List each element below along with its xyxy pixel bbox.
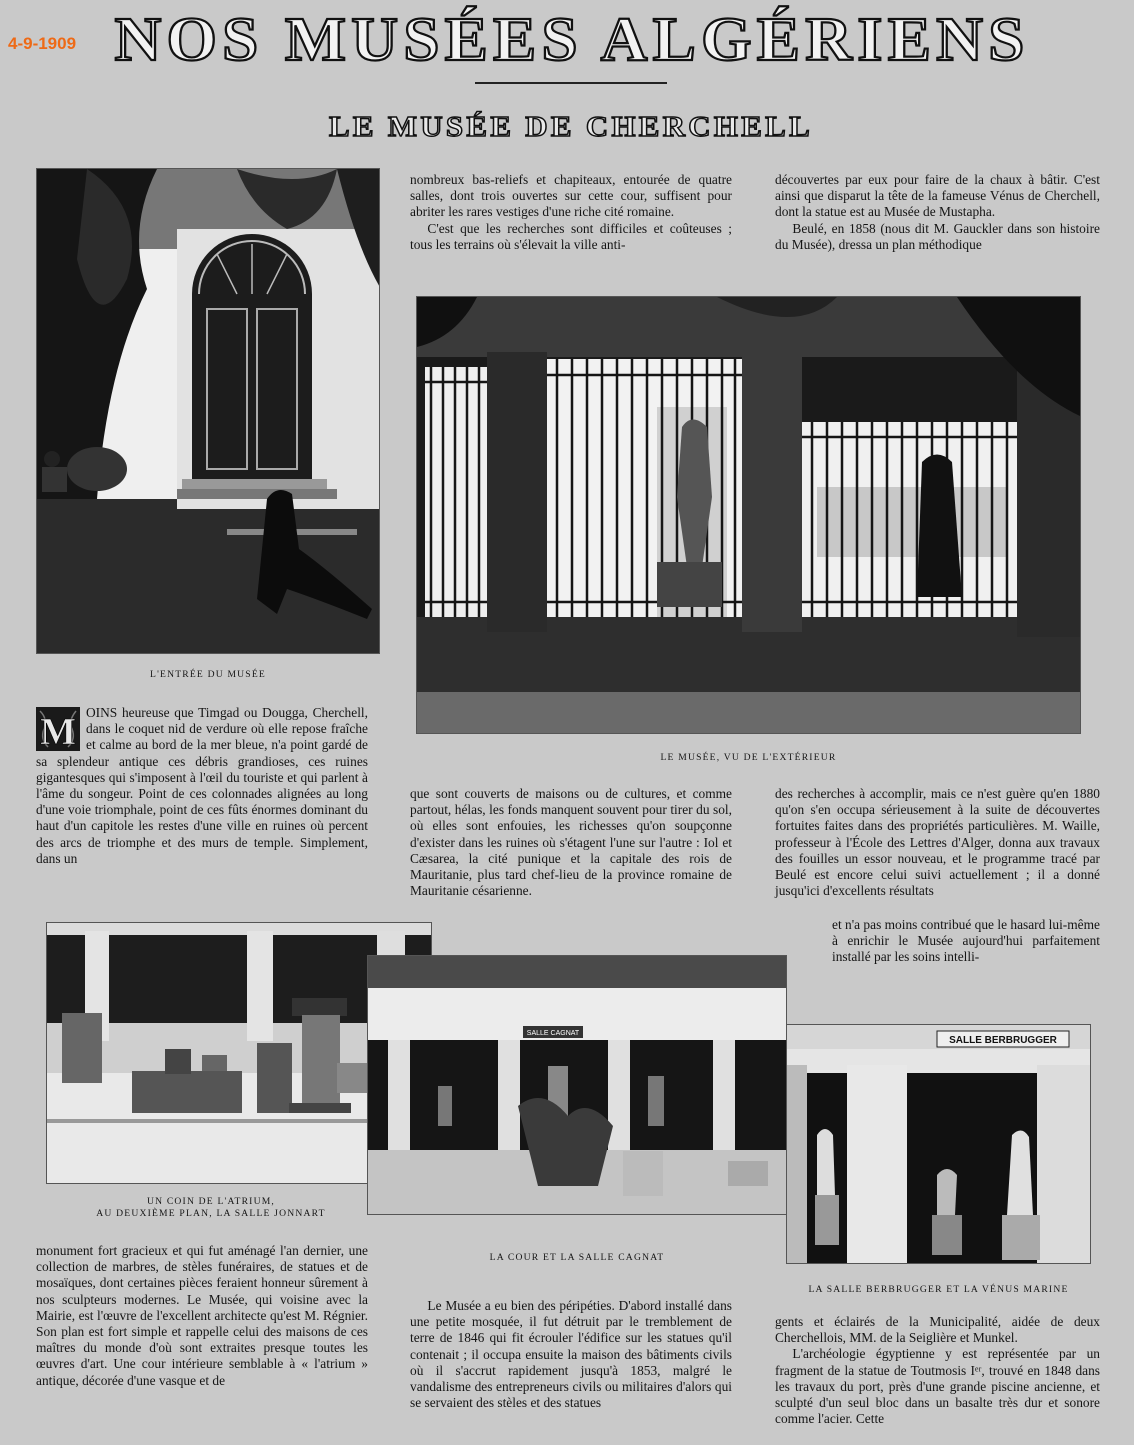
caption-atrium-line-1: UN COIN DE L'ATRIUM, (146, 1196, 276, 1207)
opening-paragraph: OINS heureuse que Timgad ou Dougga, Cherchell, dans le coquet nid de verdure où elle repose fraîche et calme au bord de la mer bleue, n'a point gardé de sa splendeur antique ces débris grandioses, ces ruines gigantesques qui s'imposent à l'œil du touriste et qui parlent à l'âme du songeur. Point de ces colonnades alignées au long d'une voie triomphale, point de ces fûts énormes dominant du haut d'un capitole les restes d'une ville en ruines où percent des arcs de triomphe et des murs de temple. Simplement, dans un (36, 705, 368, 866)
photo-musee-exterieur (416, 296, 1081, 734)
photo-entree-du-musee (36, 168, 380, 654)
paragraph: Beulé, en 1858 (nous dit M. Gauckler dans son histoire du Musée), dressa un plan méthodique (775, 220, 1100, 252)
subtitle-text: LE MUSÉE DE CHERCHELL (329, 112, 813, 143)
svg-text:M: M (40, 711, 76, 751)
paragraph: des recherches à accomplir, mais ce n'est guère qu'en 1880 qu'on s'en occupa sérieusement à la suite de découvertes fortuites faites dans des propriétés particulières. M. Waille, professeur à l'École des Lettres d'Alger, donna aux travaux des fouilles un essor nouveau, et le programme tracé par Beulé est encore celui suivi actuellement ; il a donné jusqu'ici d'excellents résultats (775, 786, 1100, 899)
column-middle-right-narrow (832, 917, 1100, 966)
photo-cour-cagnat (367, 955, 787, 1215)
caption-berbrugger: LA SALLE BERBRUGGER ET LA VÉNUS MARINE (808, 1284, 1069, 1295)
caption-cour: LA COUR ET LA SALLE CAGNAT (489, 1252, 665, 1263)
caption-atrium (46, 1196, 376, 1220)
paragraph: que sont couverts de maisons ou de cultures, et comme partout, hélas, les fonds manquent souvent pour tirer du sol, où elles sont enfouies, les richesses qu'on soupçonne d'exister dans les ruines où s'étagent l'une sur l'autre : Iol et Cæsarea, la cité punique et la capitale des rois de Mauritanie, plus tard chef-lieu de la province romaine de Mauritanie césarienne. (410, 786, 732, 899)
paragraph: nombreux bas-reliefs et chapiteaux, entourée de quatre salles, dont trois ouvertes sur cette cour, suffisent pour abriter les rares vestiges d'une riche cité romaine. (410, 172, 732, 220)
caption-atrium-line-2: AU DEUXIÈME PLAN, LA SALLE JONNART (96, 1208, 326, 1219)
caption-entree: L'ENTRÉE DU MUSÉE (150, 669, 266, 680)
column-opening (36, 705, 368, 867)
paragraph: L'archéologie égyptienne y est représentée par un fragment de la statue de Toutmosis Iᵉʳ, trouvé en 1848 dans les travaux du port, près d'une grande piscine ancienne, et sculpté d'un seul bloc dans un basalte très dur et sonore comme l'acier. Cette (775, 1346, 1100, 1427)
photo-salle-berbrugger (786, 1024, 1091, 1264)
column-top-middle (410, 172, 732, 253)
caption-exterieur: LE MUSÉE, VU DE L'EXTÉRIEUR (660, 752, 837, 763)
column-bottom-left (36, 1243, 368, 1389)
main-title (110, 4, 1034, 70)
paragraph: Le Musée a eu bien des péripéties. D'abord installé dans une petite mosquée, il fut détruit par le tremblement de terre de 1846 qui fit écrouler l'édifice sur les statues qu'il contenait ; il occupa ensuite la maison des bâtiments civils où il s'accrut rapidement jusqu'à 1853, malgré le vandalisme des entrepreneurs civils ou militaires d'alors qui se servaient des stèles et des statues (410, 1298, 732, 1411)
paragraph: et n'a pas moins contribué que le hasard lui-même à enrichir le Musée aujourd'hui parfaitement installé par les soins intelli- (832, 917, 1100, 965)
date-stamp: 4-9-1909 (8, 34, 77, 53)
paragraph: C'est que les recherches sont difficiles et coûteuses ; tous les terrains où s'élevait la ville anti- (410, 220, 732, 252)
column-bottom-middle (410, 1298, 732, 1411)
main-title-text: NOS MUSÉES ALGÉRIENS (114, 6, 1030, 70)
paragraph: gents et éclairés de la Municipalité, aidée de deux Cherchellois, MM. de la Seiglière et Munkel. (775, 1314, 1100, 1346)
sign-salle-cagnat: SALLE CAGNAT (526, 1030, 580, 1037)
column-top-right (775, 172, 1100, 253)
title-rule (475, 82, 667, 84)
drop-cap-initial (36, 707, 80, 751)
column-middle-right (775, 786, 1100, 899)
sign-salle-berbrugger: SALLE BERBRUGGER (949, 1035, 1057, 1046)
paragraph: monument fort gracieux et qui fut aménagé l'an dernier, une collection de marbres, de stèles funéraires, de statues et de mosaïques, dont certaines pièces feraient honneur sûrement à nos sculpteurs modernes. Le Musée, qui voisine avec la Mairie, est l'œuvre de l'excellent architecte qu'est M. Régnier. Son plan est fort simple et rappelle celui des maisons de ces maîtres du monde d'où sont extraites presque toutes les œuvres d'art. Une cour intérieure semblable à « l'atrium » antique, décorée d'une vasque et de (36, 1243, 368, 1388)
column-middle-middle (410, 786, 732, 899)
subtitle (326, 108, 816, 144)
paragraph: découvertes par eux pour faire de la chaux à bâtir. C'est ainsi que disparut la tête de la fameuse Vénus de Cherchell, dont la statue est au Musée de Mustapha. (775, 172, 1100, 220)
column-bottom-right (775, 1314, 1100, 1427)
